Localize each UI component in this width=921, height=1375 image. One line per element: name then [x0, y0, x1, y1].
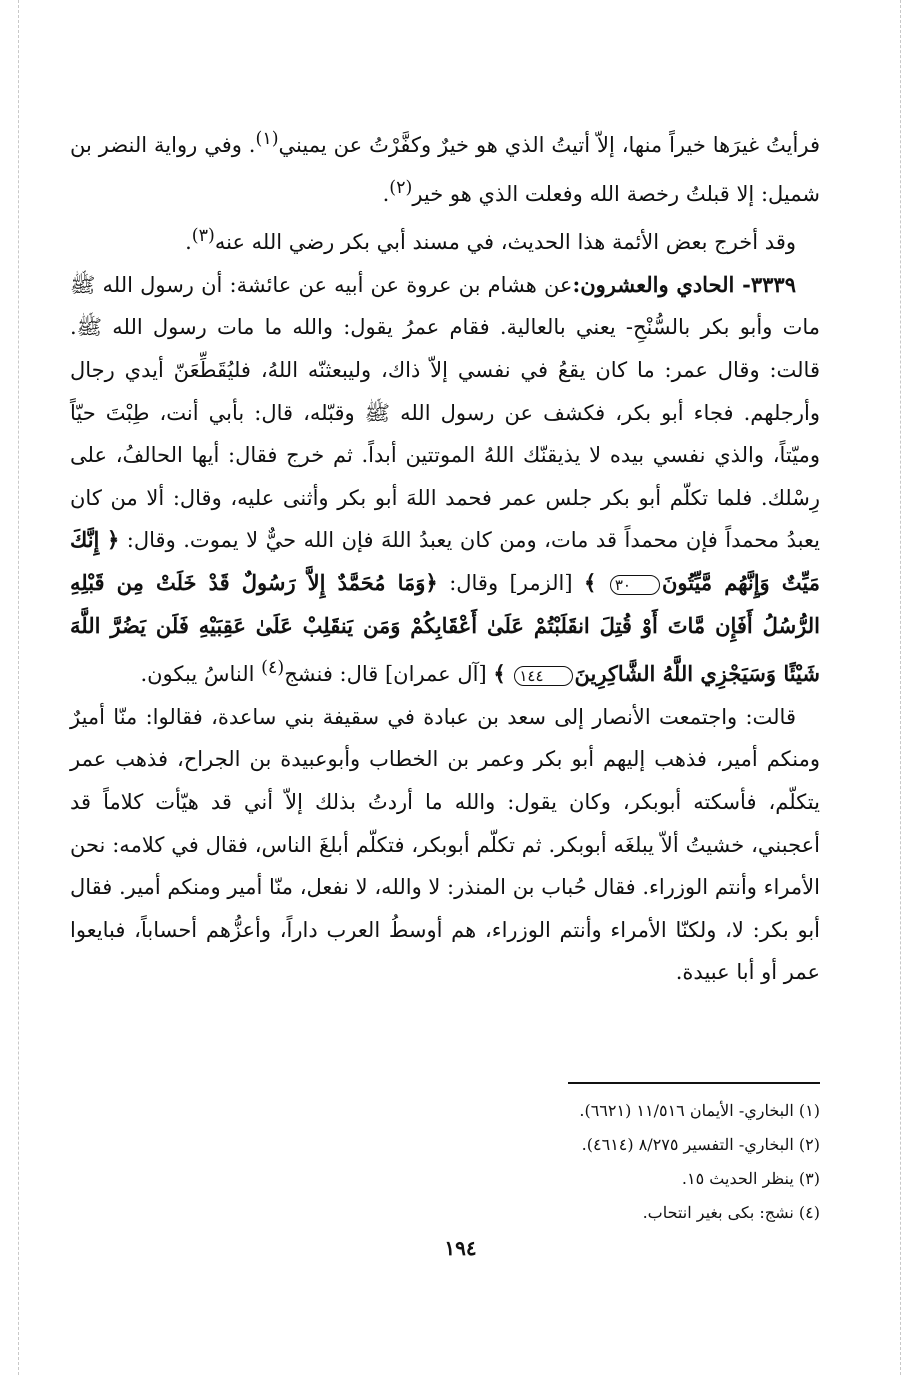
quran-open-bracket: ﴿: [106, 527, 120, 553]
quran-close-bracket-2: ﴾: [493, 661, 506, 687]
footnote-ref-4: (٤): [261, 658, 285, 679]
paragraph-1-continuation: . وفي رواية النضر بن شميل: إلا قبلتُ رخصة الله وفعلت الذي هو خير: [70, 133, 820, 206]
paragraph-1-text: فرأيتُ غيرَها خيراً منها، إلاّ أتيتُ الذي هو خيرٌ وكفَّرْتُ عن يميني: [278, 133, 820, 157]
paragraph-4: [70, 696, 820, 994]
ayah-number-1: ٣٠: [610, 575, 660, 595]
footnote-ref-1: (١): [255, 129, 279, 149]
footnote-separator: [568, 1082, 820, 1084]
left-margin-guide: [18, 0, 19, 1375]
quran-open-bracket-2: ﴿: [425, 569, 438, 595]
footnote-2: (٢) البخاري- التفسير ٨/٢٧٥ (٤٦١٤).: [581, 1135, 820, 1154]
footnote-ref-2: (٢): [389, 177, 413, 198]
surah-reference-2: [آل عمران] قال: فنشج: [284, 662, 487, 687]
footnote-ref-3: (٣): [191, 226, 215, 247]
footnote-1: (١) البخاري- الأيمان ١١/٥١٦ (٦٦٢١).: [579, 1101, 820, 1120]
footnote-4: (٤) نشج: بكى بغير انتحاب.: [642, 1203, 820, 1222]
quran-close-bracket: ﴾: [584, 569, 597, 595]
quran-verse-1: إِنَّكَ مَيِّتٌ وَإِنَّهُم مَّيِّتُونَ: [70, 527, 820, 595]
paragraph-2-end: .: [185, 230, 192, 255]
paragraph-1: [70, 118, 820, 215]
footnotes: [300, 1094, 820, 1230]
hadith-paragraph: [70, 264, 820, 696]
hadith-end: الناسُ يبكون.: [140, 662, 262, 687]
hadith-number: ٣٣٣٩- الحادي والعشرون:: [572, 271, 796, 297]
quran-verse-2: وَمَا مُحَمَّدٌ إِلاَّ رَسُولٌ قَدْ خَلَتْ مِن قَبْلِهِ الرُّسُلُ أَفَإِن مَّاتَ أَوْ قُتِلَ انقَلَبْتُمْ عَلَىٰ أَعْقَابِكُمْ وَمَن يَنقَلِبْ عَلَىٰ عَقِبَيْهِ فَلَن يَضُرَّ اللَّهَ شَيْئًا وَسَيَجْزِي اللَّهُ الشَّاكِرِينَ: [70, 569, 820, 687]
paragraph-1-end: .: [382, 181, 390, 206]
paragraph-4-text: قالت: واجتمعت الأنصار إلى سعد بن عبادة في سقيفة بني ساعدة، فقالوا: منّا أميرٌ ومنكم أمير، فذهب إليهم أبو بكر وعمر بن الخطاب وأبوعبيدة بن الجراح، فذهب عمر يتكلّم، فأسكته أبوبكر، وكان يقول: والله ما أردتُ بذلك إلاّ أني قد هيّأت كلاماً قد أعجبني، خشيتُ ألاّ يبلغَه أبوبكر. ثم تكلّم أبوبكر، فتكلّم أبلغَ الناس، فقال في كلامه: نحن الأمراء وأنتم الوزراء. فقال حُباب بن المنذر: لا والله، لا نفعل، منّا أمير ومنكم أمير. فقال أبو بكر: لا، ولكنّا الأمراء وأنتم الوزراء، هم أوسطُ العرب داراً، وأعزُّهم أحساباً، فبايعوا عمر أو أبا عبيدة.: [70, 704, 820, 985]
surah-reference-1: [الزمر] وقال:: [449, 570, 573, 595]
paragraph-2-text: وقد أخرج بعض الأئمة هذا الحديث، في مسند أبي بكر رضي الله عنه: [214, 230, 796, 255]
hadith-text: عن هشام بن عروة عن أبيه عن عائشة: أن رسول الله ﷺ مات وأبو بكر بالسُّنْحِ- يعني بالعالية. فقام عمرُ يقول: والله ما مات رسول الله ﷺ. قالت: وقال عمر: ما كان يقعُ في نفسي إلاّ ذاك، وليبعثنّه اللهُ، فليُقَطِّعَنّ أيدي رجال وأرجلهم. فجاء أبو بكر، فكشف عن رسول الله ﷺ وقبّله، قال: بأبي أنت، طِبْتَ حيّاً وميّتاً، والذي نفسي بيده لا يذيقنّك اللهُ الموتتين أبداً. ثم خرج فقال: أيها الحالفُ، على رِسْلك. فلما تكلّم أبو بكر جلس عمر فحمد اللهَ أبو بكر وأثنى عليه، وقال: ألا من كان يعبدُ محمداً فإن محمداً قد مات، ومن كان يعبدُ اللهَ فإن الله حيٌّ لا يموت. وقال:: [70, 272, 820, 553]
footnote-3: (٣) ينظر الحديث ١٥.: [681, 1169, 820, 1188]
page-number: ١٩٤: [444, 1236, 477, 1260]
main-text: [70, 118, 820, 994]
ayah-number-2: ١٤٤: [514, 666, 572, 686]
right-margin-guide: [900, 0, 901, 1375]
paragraph-2: [70, 215, 820, 264]
